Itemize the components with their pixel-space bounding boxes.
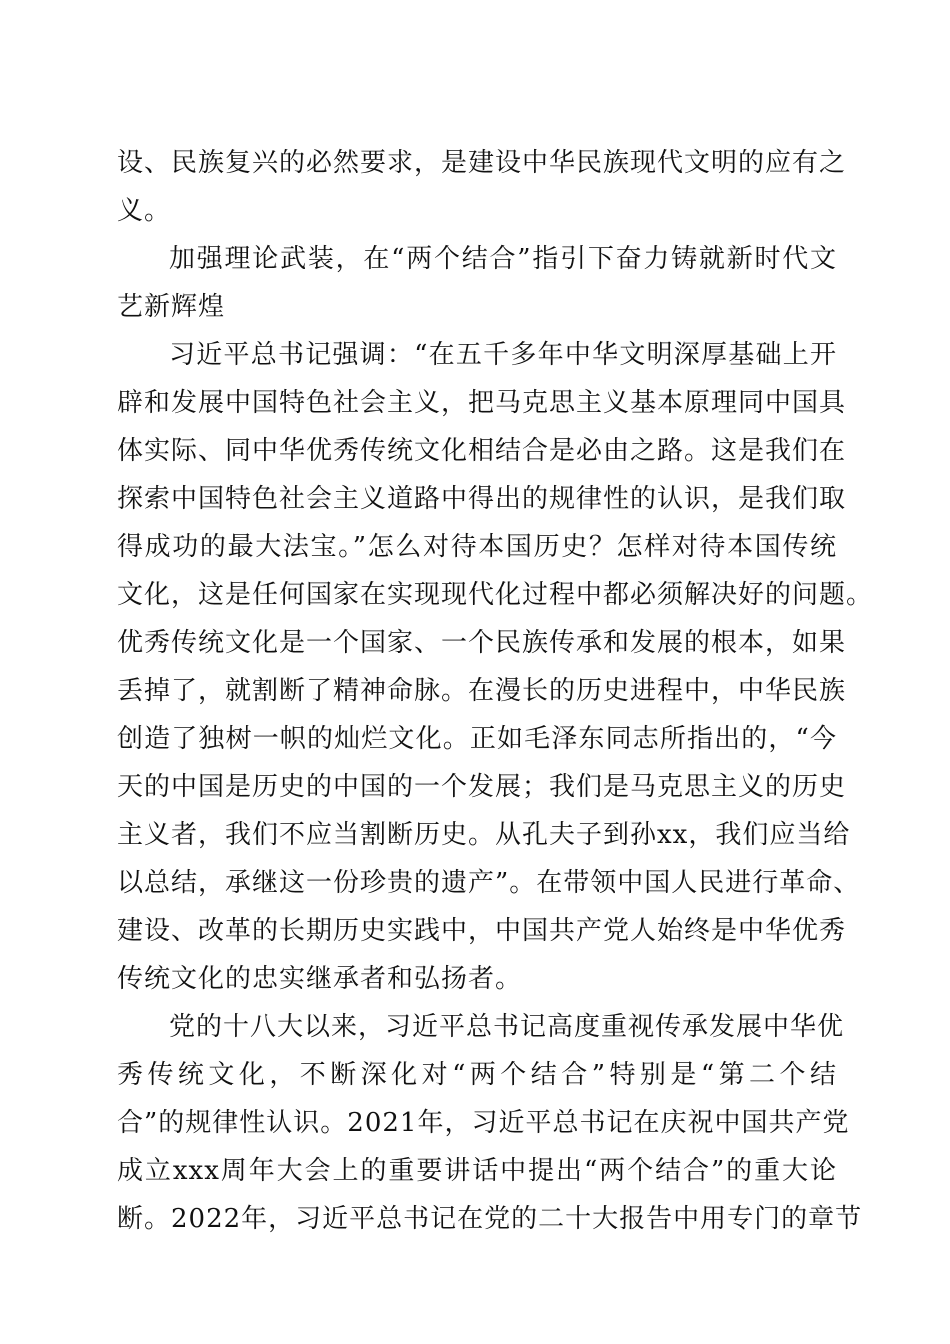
text-line: 辟和发展中国特色社会主义，把马克思主义基本原理同中国具	[117, 388, 847, 418]
text-line: 传统文化的忠实继承者和弘扬者。	[117, 964, 523, 994]
text-line: 丢掉了，就割断了精神命脉。在漫长的历史进程中，中华民族	[117, 676, 847, 706]
text-line: 加强理论武装，在“两个结合”指引下奋力铸就新时代文	[169, 244, 837, 274]
text-line: 天的中国是历史的中国的一个发展；我们是马克思主义的历史	[117, 772, 847, 802]
text-line: 党的十八大以来，习近平总书记高度重视传承发展中华优	[169, 1012, 845, 1042]
text-line: 体实际、同中华优秀传统文化相结合是必由之路。这是我们在	[117, 436, 847, 466]
paragraph-quote	[117, 331, 874, 1003]
text-line: 秀传统文化，不断深化对“两个结合”特别是“第二个结	[117, 1060, 837, 1090]
text-line: 建设、改革的长期历史实践中，中国共产党人始终是中华优秀	[117, 916, 847, 946]
text-line: 成立xxx周年大会上的重要讲话中提出“两个结合”的重大论	[117, 1156, 837, 1186]
text-line: 得成功的最大法宝。”怎么对待本国历史？怎样对待本国传统	[117, 532, 837, 562]
paragraph-continued	[117, 139, 847, 235]
text-line: 主义者，我们不应当割断历史。从孔夫子到孙xx，我们应当给	[117, 820, 851, 850]
text-line: 优秀传统文化是一个国家、一个民族传承和发展的根本，如果	[117, 628, 847, 658]
text-line: 合”的规律性认识。2021年，习近平总书记在庆祝中国共产党	[117, 1108, 850, 1138]
text-line: 探索中国特色社会主义道路中得出的规律性的认识，是我们取	[117, 484, 847, 514]
text-line: 创造了独树一帜的灿烂文化。正如毛泽东同志所指出的，“今	[117, 724, 837, 754]
text-line: 义。	[117, 196, 172, 226]
text-line: 文化，这是任何国家在实现现代化过程中都必须解决好的问题。	[117, 580, 874, 610]
text-line: 习近平总书记强调：“在五千多年中华文明深厚基础上开	[169, 340, 837, 370]
paragraph-since-18th	[117, 1003, 863, 1243]
document-body	[117, 139, 874, 1243]
text-line: 以总结，承继这一份珍贵的遗产”。在带领中国人民进行革命、	[117, 868, 861, 898]
text-line: 设、民族复兴的必然要求，是建设中华民族现代文明的应有之	[117, 148, 847, 178]
section-heading	[117, 235, 837, 331]
text-line: 断。2022年，习近平总书记在党的二十大报告中用专门的章节	[117, 1204, 863, 1234]
text-line: 艺新辉煌	[117, 292, 226, 322]
